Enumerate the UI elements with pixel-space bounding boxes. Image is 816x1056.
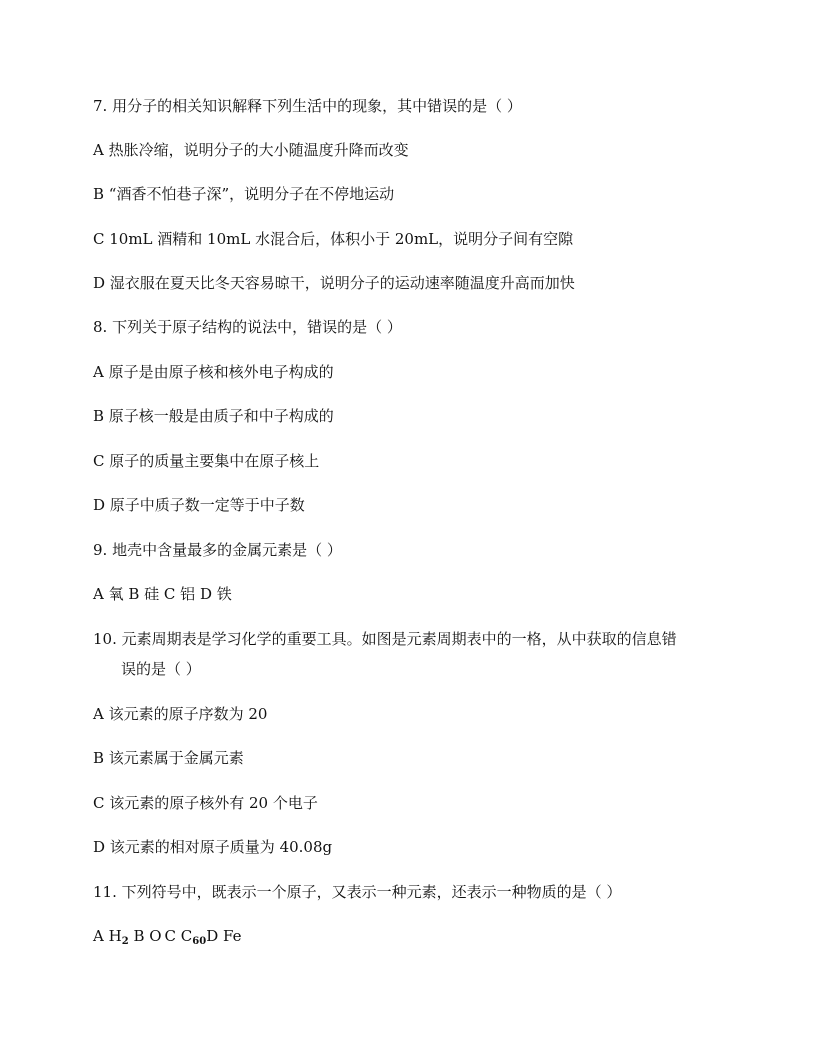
question-10-option-c: C 该元素的原子核外有 20 个电子 xyxy=(93,794,318,812)
question-10-stem-line2: 误的是（ ） xyxy=(121,660,201,678)
question-9-stem: 9. 地壳中含量最多的金属元素是（ ） xyxy=(93,541,342,559)
question-11-option-b: B O xyxy=(133,927,162,945)
question-9-options: A 氧 B 硅 C 铝 D 铁 xyxy=(93,585,232,603)
question-10-option-d: D 该元素的相对原子质量为 40.08g xyxy=(93,838,333,856)
question-11-option-a xyxy=(93,927,129,945)
question-7-option-a: A 热胀冷缩，说明分子的大小随温度升降而改变 xyxy=(93,141,409,159)
question-8-option-d: D 原子中质子数一定等于中子数 xyxy=(93,496,305,514)
option-c-subscript: 60 xyxy=(192,936,207,947)
question-10-option-a: A 该元素的原子序数为 20 xyxy=(93,705,268,723)
question-7-option-c: C 10mL 酒精和 10mL 水混合后，体积小于 20mL，说明分子间有空隙 xyxy=(93,230,574,248)
option-a-text: A H xyxy=(93,927,122,945)
question-10-option-b: B 该元素属于金属元素 xyxy=(93,749,244,767)
question-11-option-d: D Fe xyxy=(206,927,242,945)
question-10-stem-line1: 10. 元素周期表是学习化学的重要工具。如图是元素周期表中的一格，从中获取的信息错 xyxy=(93,630,677,648)
question-8-option-a: A 原子是由原子核和核外电子构成的 xyxy=(93,363,334,381)
question-8-option-c: C 原子的质量主要集中在原子核上 xyxy=(93,452,320,470)
question-7-stem: 7. 用分子的相关知识解释下列生活中的现象，其中错误的是（ ） xyxy=(93,97,522,115)
option-c-text: C C xyxy=(164,927,193,945)
question-8-option-b: B 原子核一般是由质子和中子构成的 xyxy=(93,407,334,425)
question-11-stem: 11. 下列符号中，既表示一个原子，又表示一种元素，还表示一种物质的是（ ） xyxy=(93,883,622,901)
question-7-option-d: D 湿衣服在夏天比冬天容易晾干，说明分子的运动速率随温度升高而加快 xyxy=(93,274,575,292)
question-7-option-b: B “酒香不怕巷子深”，说明分子在不停地运动 xyxy=(93,185,395,203)
question-11-option-c xyxy=(165,927,207,945)
option-a-subscript: 2 xyxy=(121,936,129,947)
question-8-stem: 8. 下列关于原子结构的说法中，错误的是（ ） xyxy=(93,318,402,336)
question-11-options xyxy=(93,926,241,946)
